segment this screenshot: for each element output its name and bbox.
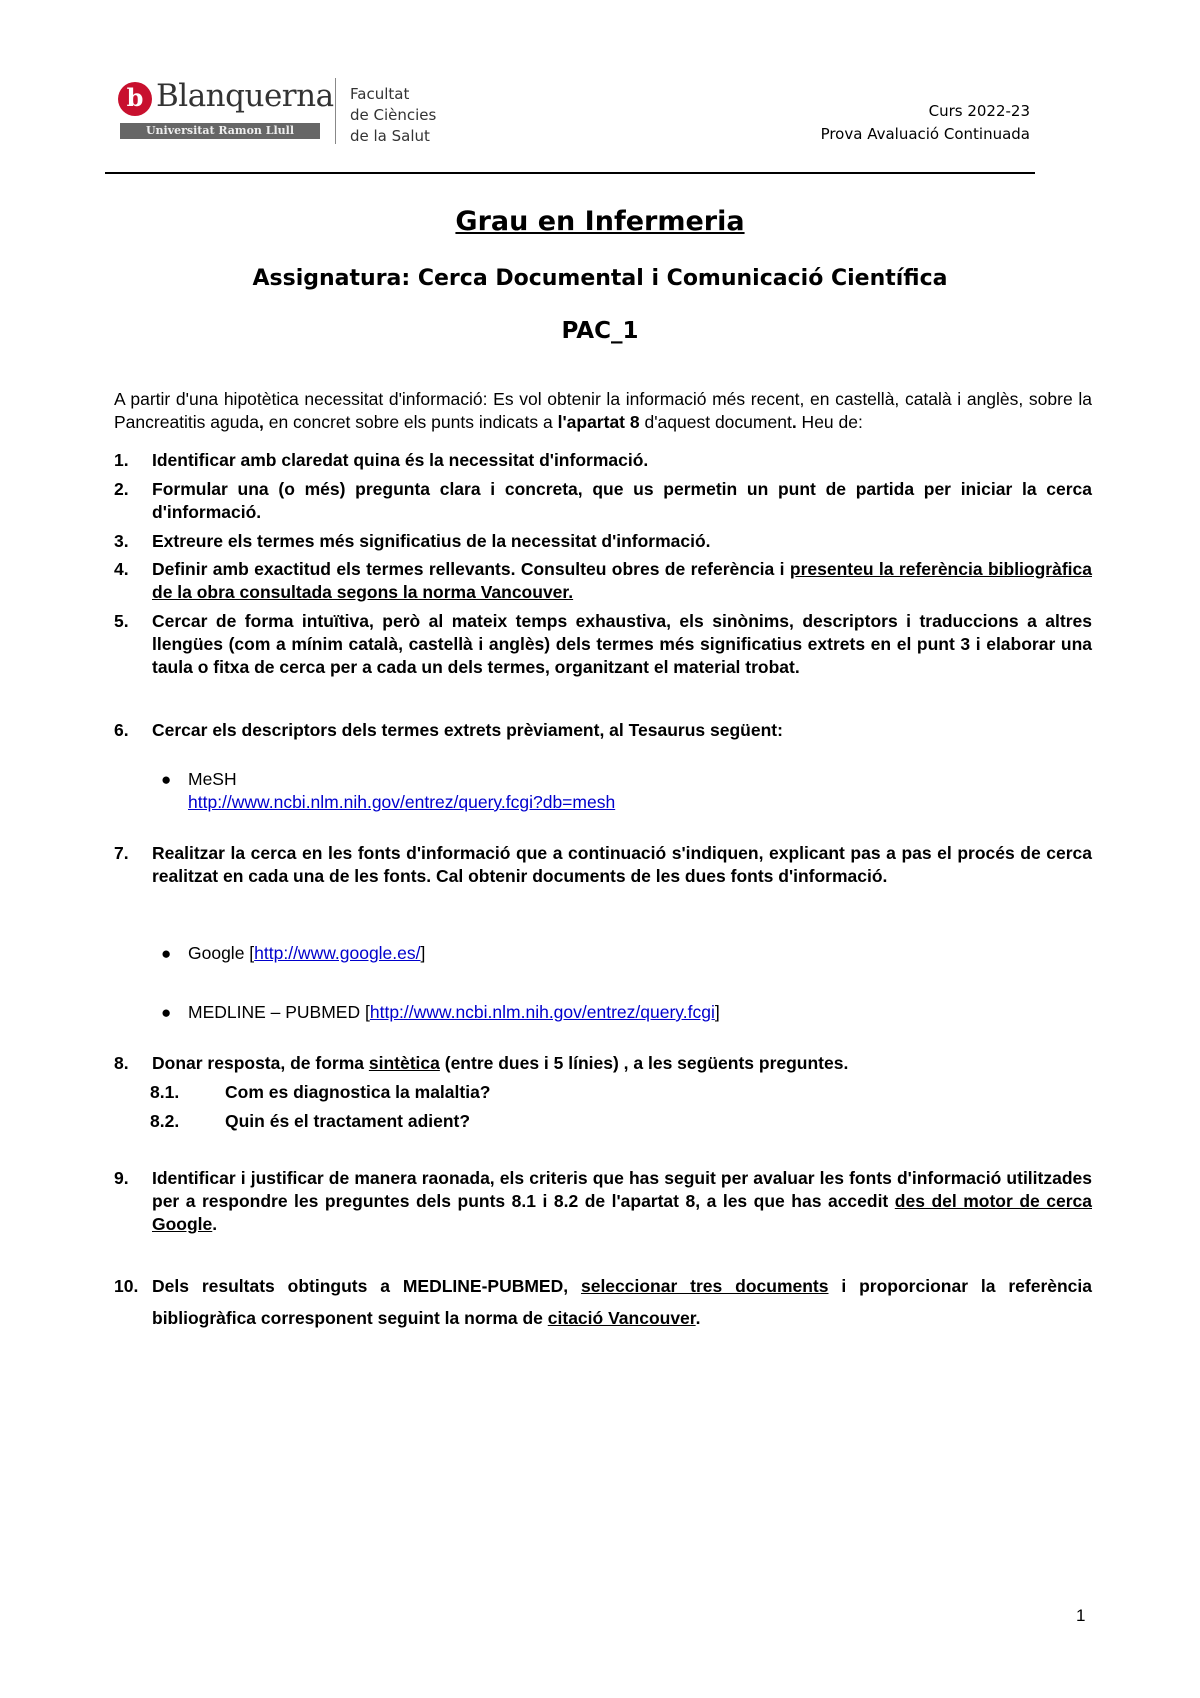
list-item: 10. Dels resultats obtinguts a MEDLINE-PUBMED, seleccionar tres documents i proporcionar la referència bibliogràfica corresponent seguint la norma de citació Vancouver. [114,1276,1093,1328]
list-item: 8. Donar resposta, de forma sintètica (entre dues i 5 línies) , a les següents preguntes. [114,1053,849,1073]
intro-paragraph: A partir d'una hipotètica necessitat d'informació: Es vol obtenir la informació més recent, en castellà, català i anglès, sobre la Pancreatitis aguda, en concret sobre els punts indicats a l'apartat 8 d'aquest document. Heu de: [114,389,1092,432]
list-item: 9. Identificar i justificar de manera raonada, els criteris que has seguit per avaluar les fonts d'informació utilitzades per a respondre les preguntes dels punts 8.1 i 8.2 de l'apartat 8, a les que has accedit des del motor de cerca Google. [114,1168,1092,1234]
logo-university: Universitat Ramon Llull [120,123,320,139]
pubmed-link[interactable]: http://www.ncbi.nlm.nih.gov/entrez/query.fcgi [369,1002,715,1022]
logo-mark: b [118,82,152,116]
blanquerna-logo [118,78,334,146]
faculty-name: Facultat de Ciències de la Salut [350,85,437,145]
mesh-link[interactable]: http://www.ncbi.nlm.nih.gov/entrez/query.fcgi?db=mesh [188,792,616,812]
list-item: 3. Extreure els termes més significatius de la necessitat d'informació. [114,531,711,551]
list-item: 1. Identificar amb claredat quina és la necessitat d'informació. [114,450,649,470]
pubmed-bullet: ● MEDLINE – PUBMED [http://www.ncbi.nlm.nih.gov/entrez/query.fcgi] [161,1002,720,1022]
header-rule [105,172,1035,174]
mesh-bullet [161,768,616,814]
course-type: Prova Avaluació Continuada [820,125,1030,143]
assignment-title: PAC_1 [561,318,639,344]
mesh-label: MeSH [188,769,237,789]
bullet-icon: ● [161,1003,172,1022]
sub-item: 8.1. Com es diagnostica la malaltia? [150,1082,491,1102]
bullet-icon: ● [161,770,172,789]
bullet-icon: ● [161,944,172,963]
subject-title: Assignatura: Cerca Documental i Comunicació Científica [252,266,948,291]
list-item: 6. Cercar els descriptors dels termes extrets prèviament, al Tesaurus següent: [114,720,783,740]
google-link[interactable]: http://www.google.es/ [254,943,421,963]
logo-name: Blanquerna [156,78,334,114]
course-year: Curs 2022-23 [928,102,1030,120]
degree-title: Grau en Infermeria [455,206,745,237]
sub-item: 8.2. Quin és el tractament adient? [150,1111,471,1131]
course-info [821,100,1030,146]
list-item: 4. Definir amb exactitud els termes rellevants. Consulteu obres de referència i presenteu la referència bibliogràfica de la obra consultada segons la norma Vancouver. [114,559,1092,602]
page-number: 1 [1076,1606,1086,1625]
google-bullet: ● Google [http://www.google.es/] [161,943,426,963]
logo-divider [335,78,336,144]
list-item: 7. Realitzar la cerca en les fonts d'informació que a continuació s'indiquen, explicant pas a pas el procés de cerca realitzat en cada una de les fonts. Cal obtenir documents de les dues fonts d'informació. [114,843,1092,886]
list-item: 5. Cercar de forma intuïtiva, però al mateix temps exhaustiva, els sinònims, descriptors i traduccions a altres llengües (com a mínim català, castellà i anglès) dels termes més significatius extrets en el punt 3 i elaborar una taula o fitxa de cerca per a cada un dels termes, organitzant el material trobat. [114,611,1092,677]
list-item: 2. Formular una (o més) pregunta clara i concreta, que us permetin un punt de partida per iniciar la cerca d'informació. [114,479,1092,522]
